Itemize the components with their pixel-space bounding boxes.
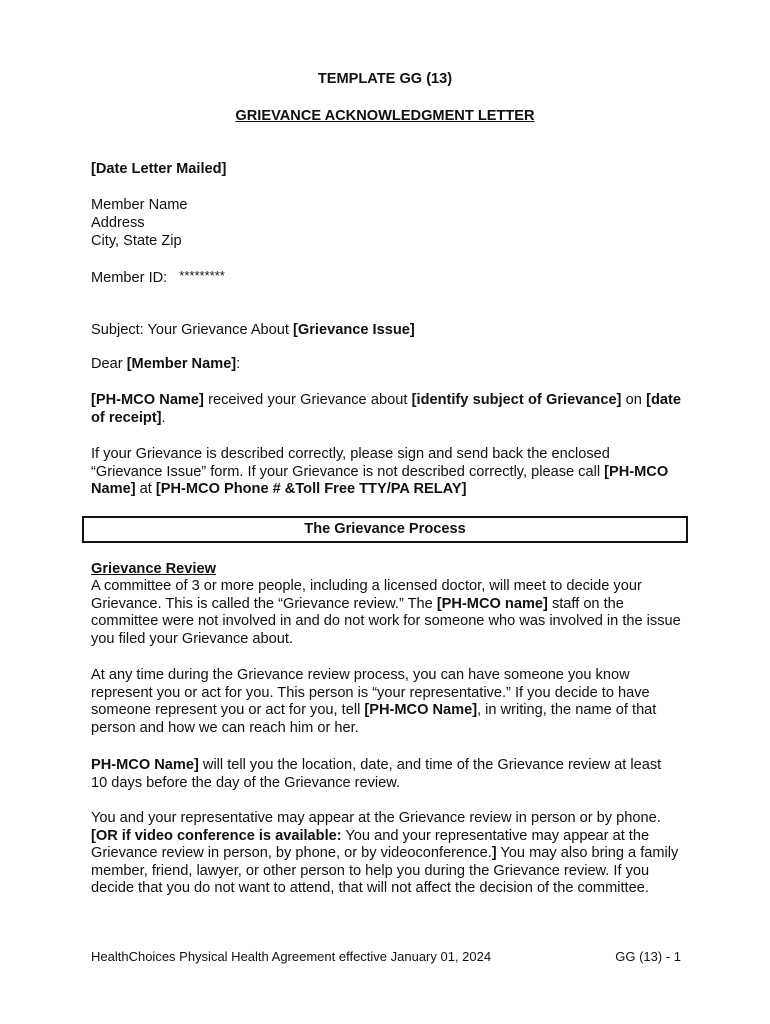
member-id-line: [91, 267, 225, 287]
confirm-text-1: If your Grievance is described correctly, please sign and send back the enclosed “Grievance Issue” form. If your Grievance is not described correctly, please call: [91, 446, 610, 480]
date-placeholder: [Date Letter Mailed]: [91, 161, 227, 177]
representative-mco-name: [PH-MCO Name]: [364, 702, 478, 719]
salutation-name: [Member Name]: [126, 356, 237, 372]
appearance-bold-1: [OR if video conference is available:: [91, 827, 342, 844]
template-title: TEMPLATE GG (13): [317, 71, 453, 87]
city-state-zip-line: City, State Zip: [91, 233, 182, 249]
appearance-text-1: You and your representative may appear at the Grievance review in person or by phone.: [91, 810, 661, 826]
section-box: [82, 516, 688, 543]
footer-page-label: GG (13) - 1: [615, 949, 681, 964]
appearance-text-2: You and your representative may appear at the Grievance review in person, by phone, or by videoconference.: [91, 827, 650, 862]
confirm-text-2: at: [135, 481, 156, 498]
subject-line: [91, 321, 415, 339]
appearance-paragraph: [91, 810, 681, 898]
receipt-mco-name: [PH-MCO Name]: [91, 392, 204, 408]
confirm-paragraph: [91, 446, 681, 499]
receipt-text-1: received your Grievance about: [203, 392, 412, 408]
review-paragraph: [91, 578, 681, 648]
notice-mco-name: PH-MCO Name]: [91, 757, 199, 773]
representative-text-1: At any time during the Grievance review process, you can have someone you know represent you or act for you. This person is “your representative.” If you decide to have someone represent you or act for you, tell: [91, 667, 650, 719]
appearance-bold-2: ]: [491, 845, 497, 862]
representative-paragraph: [91, 667, 681, 737]
address-line: Address: [91, 215, 145, 231]
notice-text-1: will tell you the location, date, and time of the Grievance review at least 10 days before the day of the Grievance review.: [91, 757, 662, 791]
salutation-prefix: Dear: [91, 356, 127, 372]
footer-agreement: HealthChoices Physical Health Agreement effective January 01, 2024: [91, 949, 492, 964]
salutation: [91, 355, 240, 373]
subject-prefix: Subject: Your Grievance About: [91, 322, 294, 338]
letter-title: GRIEVANCE ACKNOWLEDGMENT LETTER: [235, 108, 535, 124]
review-mco-name: [PH-MCO name]: [436, 595, 548, 612]
confirm-mco-name: [PH-MCO Name]: [91, 463, 669, 498]
appearance-text-3: You may also bring a family member, friend, lawyer, or other person to help you during the Grievance review. If you decide that you do not want to attend, that will not affect the decision of the committee.: [91, 845, 679, 897]
salutation-suffix: :: [236, 356, 241, 372]
receipt-text-2: on: [621, 392, 647, 408]
receipt-date: [date of receipt]: [91, 392, 681, 426]
review-text-2: staff on the committee were not involved in and do not work for someone who was involved in the issue you filed your Grievance about.: [91, 595, 681, 647]
section-box-title: The Grievance Process: [304, 521, 466, 537]
review-heading: Grievance Review: [91, 561, 216, 577]
member-id-value: *********: [179, 268, 225, 283]
confirm-phone: [PH-MCO Phone # &Toll Free TTY/PA RELAY]: [155, 481, 467, 498]
receipt-paragraph: [91, 392, 681, 427]
receipt-end: .: [161, 409, 166, 426]
member-id-label: Member ID:: [91, 270, 168, 286]
notice-paragraph: [91, 757, 681, 792]
representative-text-2: , in writing, the name of that person and how we can reach him or her.: [91, 702, 657, 736]
review-text-1: A committee of 3 or more people, including a licensed doctor, will meet to decide your Grievance. This is called the “Grievance review.” The: [91, 578, 642, 612]
member-name-line: Member Name: [91, 197, 188, 213]
subject-issue: [Grievance Issue]: [293, 322, 415, 338]
receipt-subject: [identify subject of Grievance]: [411, 392, 622, 408]
